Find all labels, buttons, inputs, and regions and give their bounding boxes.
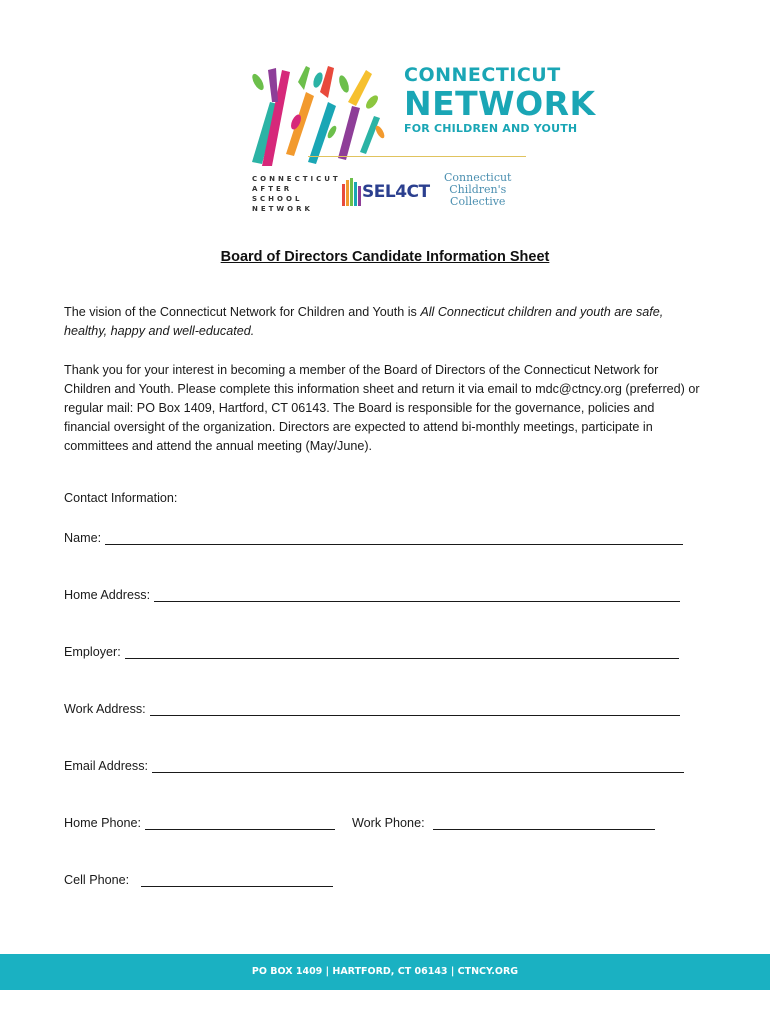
collective-line: Children's — [449, 183, 507, 196]
footer-address-bar: PO BOX 1409 | HARTFORD, CT 06143 | CTNCY.ORG — [0, 954, 770, 990]
name-input-line[interactable] — [105, 530, 683, 545]
afterschool-line: CONNECTICUT — [252, 175, 341, 183]
home-address-field — [64, 587, 680, 602]
afterschool-line: AFTER — [252, 185, 293, 193]
vision-statement: All Connecticut children and youth are safe, healthy, happy and well-educated. — [64, 305, 664, 338]
afterschool-line: SCHOOL — [252, 195, 303, 203]
tree-logo-icon — [248, 62, 398, 166]
header-logo-block — [248, 62, 596, 214]
sel4ct-logo-text: SEL4CT — [362, 182, 430, 202]
name-field — [64, 530, 683, 545]
org-name — [404, 66, 596, 134]
vision-text: The vision of the Connecticut Network for Children and Youth is — [64, 305, 421, 319]
email-field — [64, 758, 684, 773]
org-name-line2: NETWORK — [404, 84, 596, 123]
cell-phone-label: Cell Phone: — [64, 873, 130, 887]
home-phone-label: Home Phone: — [64, 816, 142, 830]
contact-section-label: Contact Information: — [64, 491, 178, 505]
work-address-input-line[interactable] — [150, 701, 680, 716]
email-input-line[interactable] — [152, 758, 684, 773]
childrens-collective-logo — [444, 172, 511, 208]
org-name-line1: CONNECTICUT — [404, 64, 561, 86]
afterschool-line: NETWORK — [252, 205, 313, 213]
home-phone-field — [64, 815, 335, 830]
afterschool-network-logo — [252, 174, 341, 214]
work-address-field — [64, 701, 680, 716]
work-phone-field — [352, 815, 655, 830]
document-title: Board of Directors Candidate Information Sheet — [220, 249, 550, 265]
home-address-label: Home Address: — [64, 588, 151, 602]
cell-phone-field — [64, 872, 333, 887]
vision-paragraph — [64, 303, 704, 341]
work-phone-label: Work Phone: — [352, 816, 425, 830]
work-phone-input-line[interactable] — [433, 815, 655, 830]
org-name-line3: FOR CHILDREN AND YOUTH — [404, 122, 578, 135]
intro-paragraph: Thank you for your interest in becoming a member of the Board of Directors of the Connecticut Network for Children and Youth. Please complete this information sheet and return it via email to mdc@ctncy.org (preferred) or regular mail: PO Box 1409, Hartford, CT 06143. The Board is responsible for the governance, policies and financial oversight of the organization. Directors are expected to attend bi-monthly meetings, participate in committees and attend the annual meeting (May/June). — [64, 363, 700, 453]
home-address-input-line[interactable] — [154, 587, 680, 602]
collective-line: Connecticut — [444, 171, 512, 184]
cell-phone-input-line[interactable] — [141, 872, 333, 887]
email-label: Email Address: — [64, 759, 148, 773]
logo-divider — [308, 156, 526, 157]
work-address-label: Work Address: — [64, 702, 146, 716]
employer-input-line[interactable] — [125, 644, 679, 659]
home-phone-input-line[interactable] — [145, 815, 335, 830]
name-label: Name: — [64, 531, 102, 545]
sel4ct-bars-icon — [342, 178, 362, 208]
collective-line: Collective — [450, 195, 506, 208]
employer-field — [64, 644, 679, 659]
employer-label: Employer: — [64, 645, 121, 659]
